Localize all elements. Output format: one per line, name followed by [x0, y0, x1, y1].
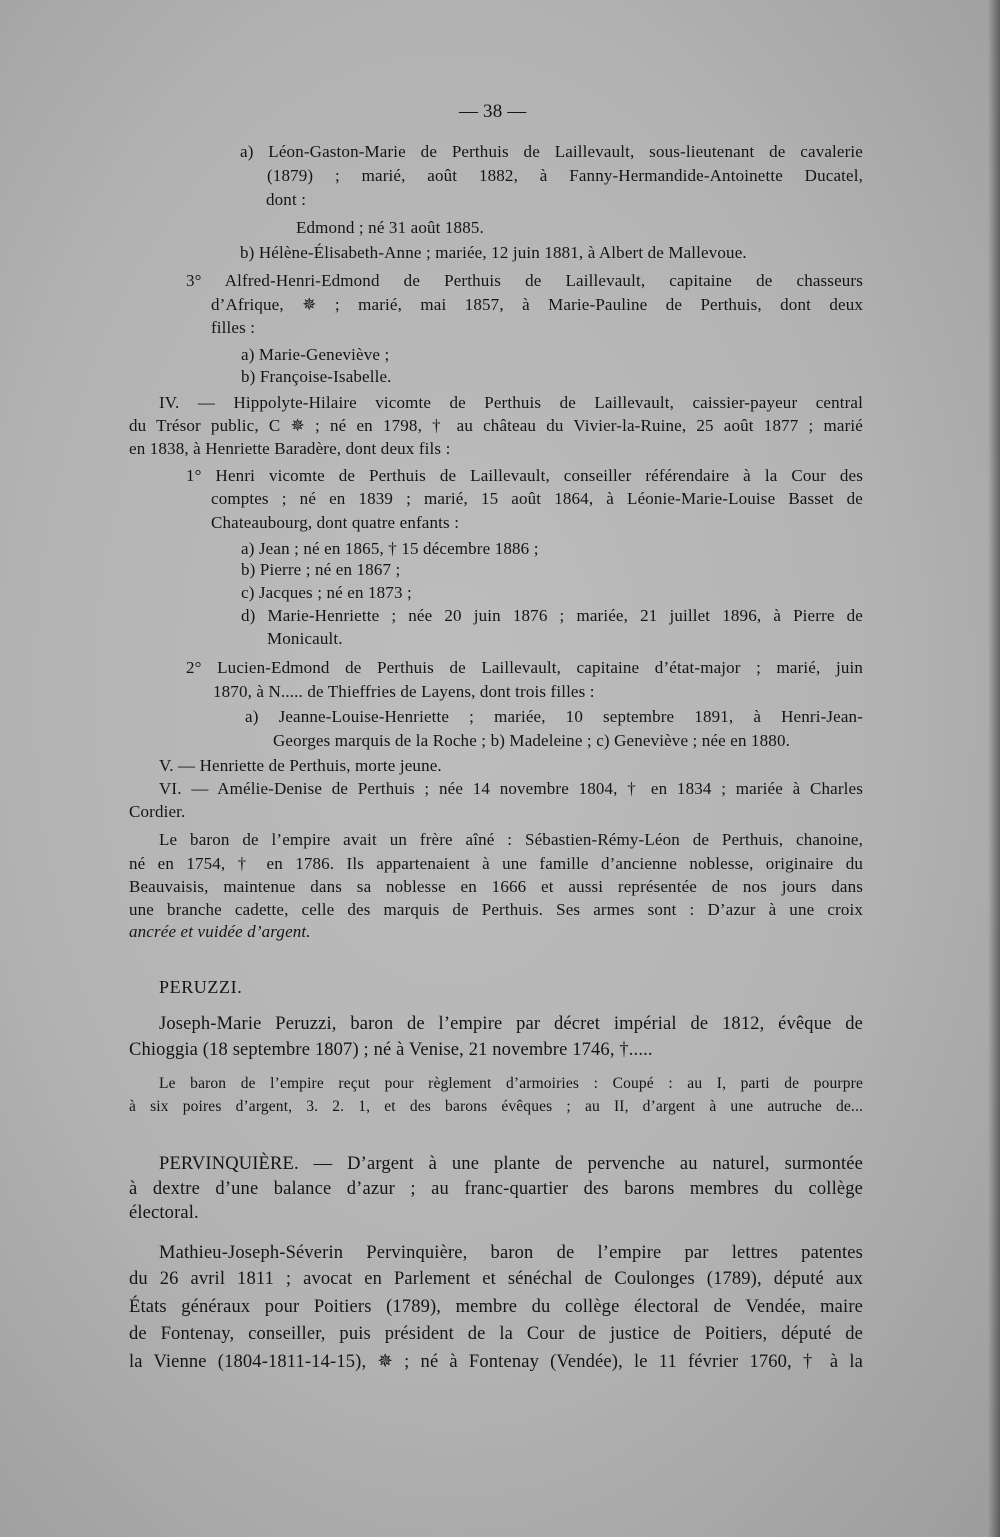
text-line: filles : — [211, 318, 256, 337]
text-line: la Vienne (1804-1811-14-15), ✵ ; né à Fontenay (Vendée), le 11 février 1760, † à la — [129, 1352, 863, 1372]
page-number: — 38 — — [459, 101, 527, 122]
text-line: Chioggia (18 septembre 1807) ; né à Venise, 21 novembre 1746, †..... — [129, 1040, 653, 1060]
text-line: b) Françoise-Isabelle. — [241, 367, 392, 386]
text-line: d) Marie-Henriette ; née 20 juin 1876 ; mariée, 21 juillet 1896, à Pierre de — [241, 606, 863, 625]
text-line: 3° Alfred-Henri-Edmond de Perthuis de Laillevault, capitaine de chasseurs — [186, 271, 863, 290]
text-line: (1879) ; marié, août 1882, à Fanny-Hermandide-Antoinette Ducatel, — [267, 166, 863, 185]
text-line: V. — Henriette de Perthuis, morte jeune. — [159, 756, 442, 775]
text-line: de Fontenay, conseiller, puis président de la Cour de justice de Poitiers, député de — [129, 1324, 863, 1344]
text-line: a) Jean ; né en 1865, † 15 décembre 1886 ; — [241, 539, 539, 558]
text-line: comptes ; né en 1839 ; marié, 15 août 1864, à Léonie-Marie-Louise Basset de — [211, 489, 863, 508]
text-line: a) Marie-Geneviève ; — [241, 345, 390, 364]
text-line: Beauvaisis, maintenue dans sa noblesse en 1666 et aussi représentée de nos jours dans — [129, 877, 863, 896]
text-line: dont : — [266, 190, 307, 209]
text-line: ancrée et vuidée d’argent. — [129, 922, 311, 941]
text-line: à dextre d’une balance d’azur ; au franc-quartier des barons membres du collège — [129, 1179, 863, 1199]
text-line: en 1838, à Henriette Baradère, dont deux fils : — [129, 439, 451, 458]
text-line: PERVINQUIÈRE. — D’argent à une plante de pervenche au naturel, surmontée — [159, 1154, 863, 1174]
text-line: VI. — Amélie-Denise de Perthuis ; née 14 novembre 1804, † en 1834 ; mariée à Charles — [159, 779, 863, 798]
text-line: a) Jeanne-Louise-Henriette ; mariée, 10 septembre 1891, à Henri-Jean- — [245, 707, 863, 726]
text-line: du Trésor public, C ✵ ; né en 1798, † au château du Vivier-la-Ruine, 25 août 1877 ; marié — [129, 416, 863, 435]
text-line: Cordier. — [129, 802, 186, 821]
text-line: 1° Henri vicomte de Perthuis de Laillevault, conseiller référendaire à la Cour des — [186, 466, 863, 485]
text-line: Chateaubourg, dont quatre enfants : — [211, 513, 460, 532]
text-line: Monicault. — [267, 629, 343, 648]
text-line: Le baron de l’empire reçut pour règlement d’armoiries : Coupé : au I, parti de pourpre — [159, 1075, 863, 1092]
text-line: du 26 avril 1811 ; avocat en Parlement et sénéchal de Coulonges (1789), député aux — [129, 1269, 863, 1289]
text-line: Mathieu-Joseph-Séverin Pervinquière, baron de l’empire par lettres patentes — [159, 1243, 863, 1263]
text-line: Georges marquis de la Roche ; b) Madeleine ; c) Geneviève ; née en 1880. — [273, 731, 790, 750]
text-line: b) Pierre ; né en 1867 ; — [241, 560, 401, 579]
text-line: IV. — Hippolyte-Hilaire vicomte de Perthuis de Laillevault, caissier-payeur central — [159, 393, 863, 412]
page-edge-shadow — [988, 0, 1000, 1537]
text-line: une branche cadette, celle des marquis de Perthuis. Ses armes sont : D’azur à une croix — [129, 900, 863, 919]
text-line: Le baron de l’empire avait un frère aîné : Sébastien-Rémy-Léon de Perthuis, chanoine, — [159, 830, 863, 849]
text-line: Joseph-Marie Peruzzi, baron de l’empire par décret impérial de 1812, évêque de — [159, 1014, 863, 1034]
section-heading: PERUZZI. — [159, 977, 243, 997]
text-line: Edmond ; né 31 août 1885. — [296, 218, 484, 237]
text-line: né en 1754, † en 1786. Ils appartenaient à une famille d’ancienne noblesse, originaire du — [129, 854, 863, 873]
text-line: b) Hélène-Élisabeth-Anne ; mariée, 12 juin 1881, à Albert de Mallevoue. — [240, 243, 747, 262]
text-line: à six poires d’argent, 3. 2. 1, et des barons évêques ; au II, d’argent à une autruche de... — [129, 1098, 863, 1115]
text-line: électoral. — [129, 1203, 199, 1223]
text-line: 1870, à N..... de Thieffries de Layens, dont trois filles : — [213, 682, 595, 701]
text-line: a) Léon-Gaston-Marie de Perthuis de Laillevault, sous-lieutenant de cavalerie — [240, 142, 863, 161]
text-line: États généraux pour Poitiers (1789), membre du collège électoral de Vendée, maire — [129, 1297, 863, 1317]
text-line: d’Afrique, ✵ ; marié, mai 1857, à Marie-Pauline de Perthuis, dont deux — [211, 295, 863, 314]
text-line: c) Jacques ; né en 1873 ; — [241, 583, 412, 602]
text-line: 2° Lucien-Edmond de Perthuis de Laillevault, capitaine d’état-major ; marié, juin — [186, 658, 863, 677]
